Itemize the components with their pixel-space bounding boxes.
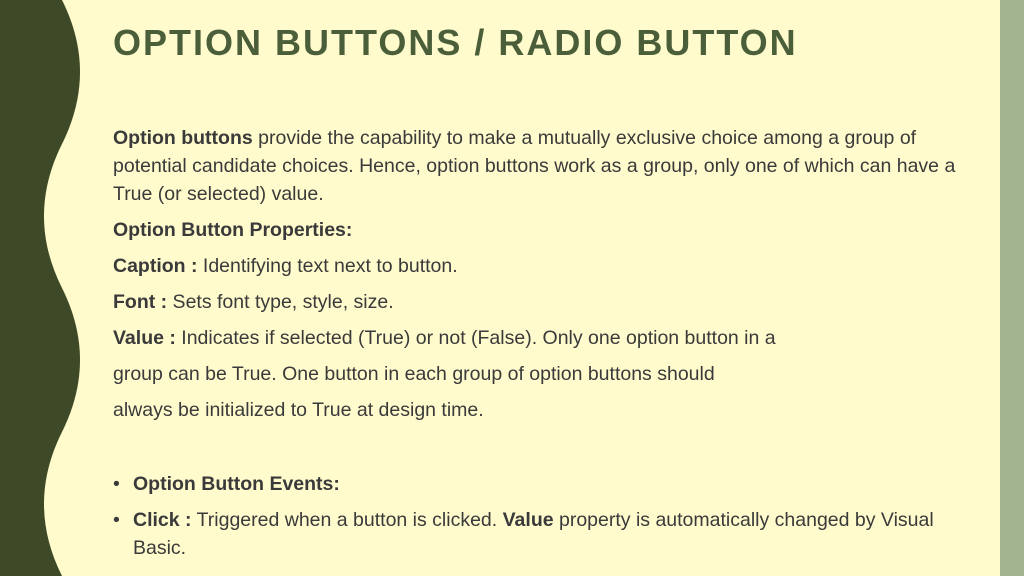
property-text: Indicates if selected (True) or not (False). Only one option button in a: [175, 327, 776, 349]
events-bullet-list: [113, 470, 963, 562]
slide-content: [113, 124, 963, 562]
click-label: Click :: [133, 509, 192, 531]
intro-paragraph: [113, 124, 963, 208]
property-text: Sets font type, style, size.: [167, 291, 394, 313]
bullet-click-event: • Click : Triggered when a button is clicked. Value property is automatically changed by Visual Basic.: [113, 506, 963, 562]
property-label: Font :: [113, 291, 168, 313]
property-caption: [113, 248, 963, 284]
value-term: Value: [502, 509, 554, 531]
property-font: [113, 284, 963, 320]
property-text: Identifying text next to button.: [197, 255, 458, 277]
value-continuation-line: group can be True. One button in each group of option buttons should: [113, 363, 715, 385]
value-continuation-line: always be initialized to True at design time.: [113, 399, 484, 421]
bullet-dot-icon: •: [113, 509, 120, 531]
bullet-dot-icon: •: [113, 473, 120, 495]
intro-text: provide the capability to make a mutually exclusive choice among a group of potential candidate choices. Hence, option buttons work as a group, only one of which can have a True (or selected) value.: [113, 127, 956, 205]
property-label: Caption :: [113, 255, 198, 277]
intro-term: Option buttons: [113, 127, 253, 149]
property-label: Value :: [113, 327, 176, 349]
left-wavy-band: [0, 0, 90, 576]
properties-heading: Option Button Properties:: [113, 219, 353, 241]
slide-title: OPTION BUTTONS / RADIO BUTTON: [113, 22, 798, 63]
right-band: [1000, 0, 1024, 576]
bullet-events-heading: • Option Button Events:: [113, 470, 963, 498]
property-value: [113, 320, 963, 356]
